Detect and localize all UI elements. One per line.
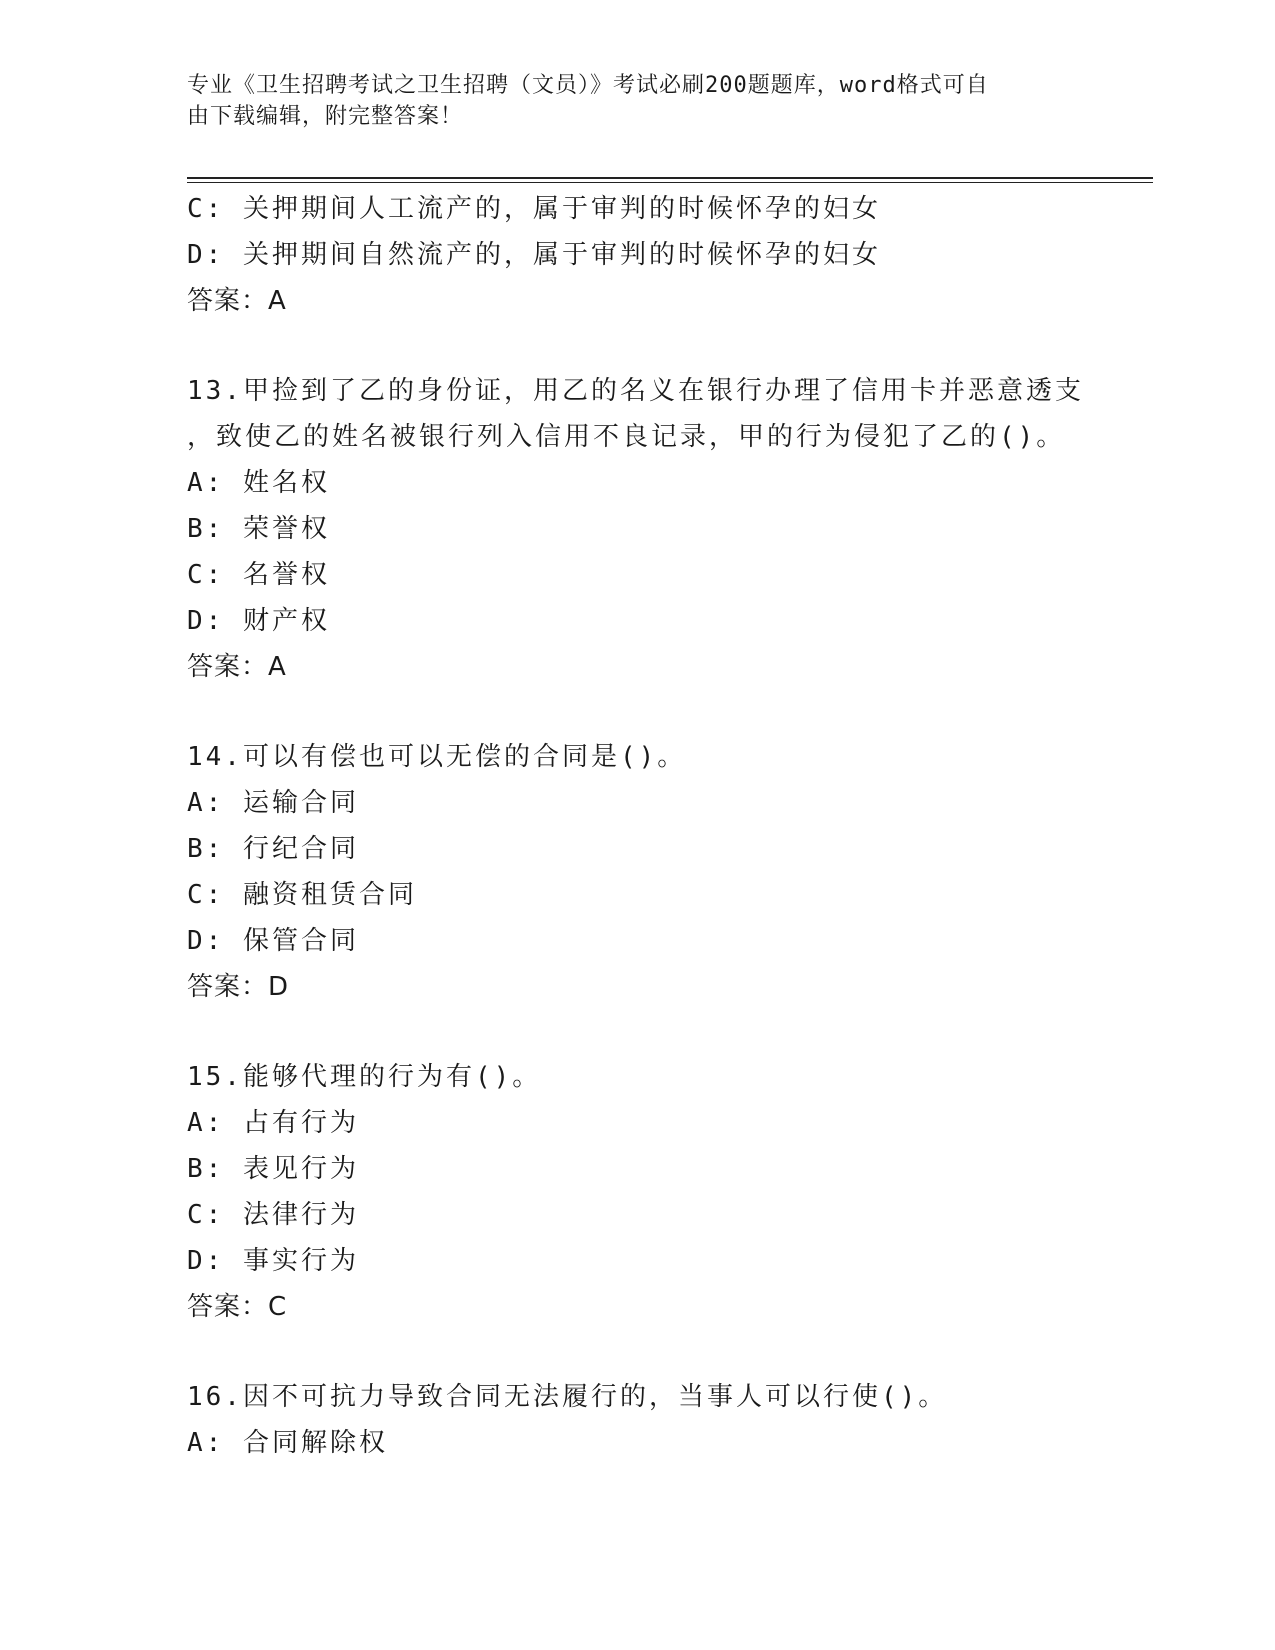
question-12-continued — [187, 186, 1087, 324]
option-c: C: 融资租赁合同 — [187, 880, 417, 910]
option-d: D: 事实行为 — [187, 1246, 359, 1276]
option-a: A: 运输合同 — [187, 788, 359, 818]
option-b: B: 表见行为 — [187, 1154, 359, 1184]
question-list — [187, 186, 1087, 1466]
question-stem: 14.可以有偿也可以无偿的合同是()。 — [187, 742, 687, 772]
option-d: D: 保管合同 — [187, 926, 359, 956]
option-c: C: 关押期间人工流产的，属于审判的时候怀孕的妇女 — [187, 194, 881, 224]
header-line-2: 由下载编辑，附完整答案！ — [187, 104, 464, 129]
header-divider-thin — [187, 182, 1153, 183]
document-header — [187, 70, 1067, 132]
option-d: D: 财产权 — [187, 606, 330, 636]
option-c: C: 法律行为 — [187, 1200, 359, 1230]
option-a: A: 合同解除权 — [187, 1428, 388, 1458]
question-stem: 13.甲捡到了乙的身份证，用乙的名义在银行办理了信用卡并恶意透支 — [187, 376, 1084, 406]
option-a: A: 占有行为 — [187, 1108, 359, 1138]
header-line-1: 专业《卫生招聘考试之卫生招聘（文员）》考试必刷200题题库，word格式可自 — [187, 73, 989, 98]
question-13 — [187, 368, 1087, 690]
option-c: C: 名誉权 — [187, 560, 330, 590]
answer: 答案：D — [187, 972, 290, 1002]
answer: 答案：A — [187, 286, 287, 316]
option-b: B: 荣誉权 — [187, 514, 330, 544]
option-a: A: 姓名权 — [187, 468, 330, 498]
header-divider-thick — [187, 177, 1153, 179]
question-15 — [187, 1054, 1087, 1330]
question-stem: 15.能够代理的行为有()。 — [187, 1062, 542, 1092]
question-14 — [187, 734, 1087, 1010]
question-stem: 16.因不可抗力导致合同无法履行的，当事人可以行使()。 — [187, 1382, 948, 1412]
option-b: B: 行纪合同 — [187, 834, 359, 864]
question-16 — [187, 1374, 1087, 1466]
option-d: D: 关押期间自然流产的，属于审判的时候怀孕的妇女 — [187, 240, 881, 270]
answer: 答案：C — [187, 1292, 288, 1322]
question-stem: ，致使乙的姓名被银行列入信用不良记录，甲的行为侵犯了乙的()。 — [187, 422, 1066, 452]
answer: 答案：A — [187, 652, 287, 682]
